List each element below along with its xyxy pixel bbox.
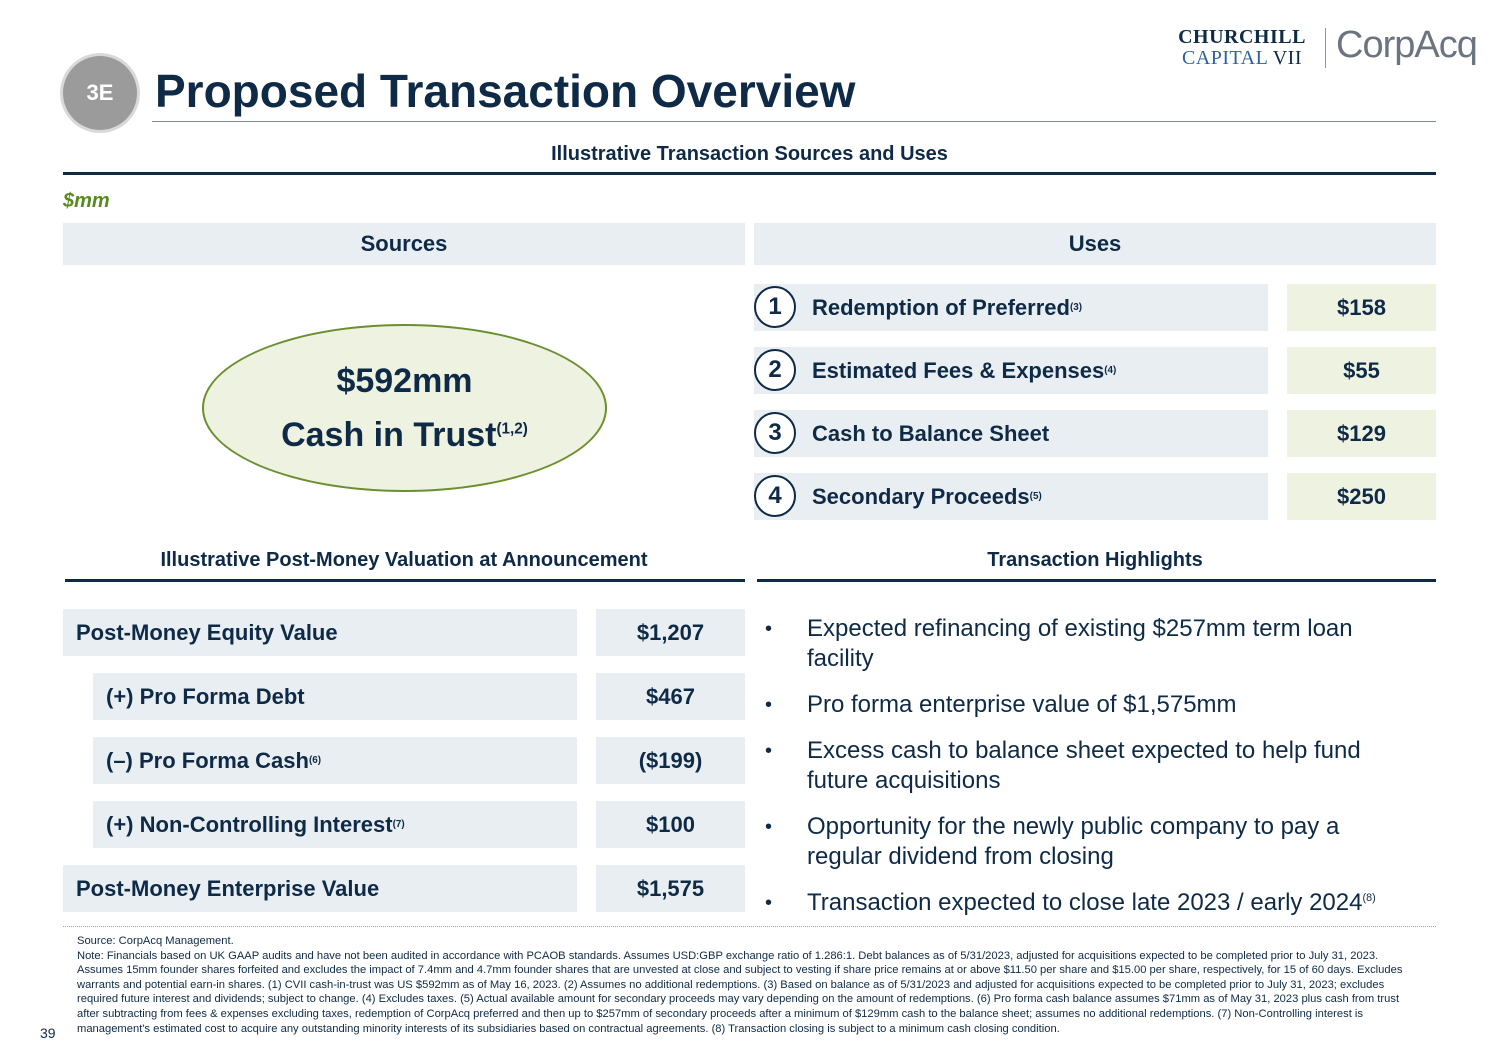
valuation-label-text: (+) Pro Forma Debt — [106, 683, 305, 709]
step-number-circle: 1 — [754, 286, 796, 328]
valuation-label-text: (+) Non-Controlling Interest — [106, 811, 393, 837]
churchill-logo-line1: CHURCHILL — [1178, 26, 1306, 48]
step-number-circle: 2 — [754, 349, 796, 391]
cash-in-trust-ellipse — [202, 324, 607, 492]
churchill-capital-logo — [1170, 27, 1314, 69]
footnote-divider — [63, 926, 1436, 927]
bullet-icon: • — [765, 740, 773, 762]
valuation-row-label: (–) Pro Forma Cash (6) — [93, 737, 577, 784]
footnotes — [77, 934, 1422, 1036]
use-row-label: Secondary Proceeds (5) — [754, 473, 1268, 520]
sources-uses-heading: Illustrative Transaction Sources and Uses — [551, 143, 948, 165]
cash-in-trust-label — [281, 408, 528, 462]
highlights-list — [765, 614, 1415, 934]
churchill-logo-vii: VII — [1272, 47, 1302, 69]
use-row-label: Redemption of Preferred (3) — [754, 284, 1268, 331]
highlights-rule — [757, 579, 1436, 582]
churchill-logo-capital: CAPITAL — [1181, 47, 1268, 69]
valuation-row-label — [63, 865, 577, 912]
use-label-text: Secondary Proceeds — [812, 483, 1030, 509]
valuation-label-text: Post-Money Equity Value — [76, 619, 338, 645]
valuation-rule — [65, 579, 745, 582]
step-number-circle: 3 — [754, 412, 796, 454]
highlight-text: Excess cash to balance sheet expected to help fund future acquisitions — [807, 737, 1361, 794]
title-divider — [152, 121, 1436, 122]
highlight-text: Transaction expected to close late 2023 / early 2024 — [807, 889, 1363, 916]
highlight-text: Pro forma enterprise value of $1,575mm — [807, 691, 1237, 718]
churchill-logo-line2 — [1170, 48, 1314, 69]
use-row-value: $129 — [1287, 410, 1436, 457]
logo-separator — [1325, 28, 1326, 68]
bullet-icon: • — [765, 816, 773, 838]
cash-in-trust-footnote: (1,2) — [496, 420, 528, 438]
use-row-value: $250 — [1287, 473, 1436, 520]
valuation-row-label — [93, 673, 577, 720]
highlights-heading: Transaction Highlights — [987, 549, 1203, 571]
unit-label: $mm — [63, 190, 110, 212]
valuation-heading: Illustrative Post-Money Valuation at Announcement — [160, 549, 648, 571]
use-row-label — [754, 410, 1268, 457]
highlight-item — [765, 812, 1415, 872]
sources-uses-rule — [63, 172, 1436, 175]
valuation-row-value: ($199) — [596, 737, 745, 784]
use-label-text: Estimated Fees & Expenses — [812, 357, 1105, 383]
sources-header: Sources — [63, 223, 745, 265]
bullet-icon: • — [765, 694, 773, 716]
highlight-item — [765, 888, 1415, 918]
step-number-circle: 4 — [754, 475, 796, 517]
section-badge: 3E — [63, 56, 137, 130]
page-number: 39 — [40, 1025, 56, 1041]
uses-header: Uses — [754, 223, 1436, 265]
highlight-footnote: (8) — [1362, 892, 1376, 904]
valuation-label-text: Post-Money Enterprise Value — [76, 875, 380, 901]
corpacq-logo: CorpAcq — [1336, 24, 1477, 66]
use-label-text: Redemption of Preferred — [812, 294, 1070, 320]
valuation-label-text: (–) Pro Forma Cash — [106, 747, 309, 773]
footnote-source: Source: CorpAcq Management. — [77, 935, 234, 947]
highlight-text: Opportunity for the newly public company to pay a regular dividend from closing — [807, 813, 1340, 870]
highlight-text: Expected refinancing of existing $257mm term loan facility — [807, 615, 1353, 672]
valuation-row-value: $1,207 — [596, 609, 745, 656]
footnote-note: Note: Financials based on UK GAAP audits and have not been audited in accordance with PCAOB standards. Assumes USD:GBP exchange ratio of 1.286:1. Debt balances as of 5/31/2023, adjusted for acquisitions expected to be completed prior to July 31, 2023. Assumes 15mm founder shares forfeited and excludes the impact of 7.4mm and 4.7mm founder shares that are unvested at close and subject to vesting if share price remains at or above $11.50 per share and $15.00 per share, respectively, for 15 of 60 days. Excludes warrants and potential earn-in shares. (1) CVII cash-in-trust was US $592mm as of May 16, 2023. (2) Assumes no additional redemptions. (3) Based on balance as of 5/31/2023 and adjusted for acquisitions expected to be completed prior to July 31, 2023; excludes required future interest and dividends; subject to change. (4) Excludes taxes. (5) Actual available amount for secondary proceeds may vary depending on the amount of redemptions. (6) Pro forma cash balance assumes $71mm as of May 31, 2023 plus cash from trust after subtracting from fees & expenses excluding taxes, redemption of CorpAcq preferred and then up to $257mm of secondary proceeds after a minimum of $129mm cash to the balance sheet; assumes no additional redemptions. (7) Non-Controlling interest is management's estimated cost to acquire any outstanding minority interests of its subsidiaries based on contractual agreements. (8) Transaction closing is subject to a minimum cash closing condition. — [77, 949, 1403, 1035]
highlight-item — [765, 736, 1415, 796]
valuation-row-label: (+) Non-Controlling Interest (7) — [93, 801, 577, 848]
highlight-item — [765, 690, 1415, 720]
valuation-row-value: $100 — [596, 801, 745, 848]
cash-in-trust-amount: $592mm — [336, 362, 473, 400]
highlight-item — [765, 614, 1415, 674]
valuation-row-value: $1,575 — [596, 865, 745, 912]
use-row-value: $55 — [1287, 347, 1436, 394]
cash-in-trust-text: Cash in Trust — [281, 416, 497, 454]
page-title: Proposed Transaction Overview — [155, 65, 856, 117]
valuation-row-label — [63, 609, 577, 656]
bullet-icon: • — [765, 618, 773, 640]
use-label-text: Cash to Balance Sheet — [812, 420, 1050, 446]
use-row-value: $158 — [1287, 284, 1436, 331]
bullet-icon: • — [765, 892, 773, 914]
valuation-row-value: $467 — [596, 673, 745, 720]
use-row-label: Estimated Fees & Expenses (4) — [754, 347, 1268, 394]
